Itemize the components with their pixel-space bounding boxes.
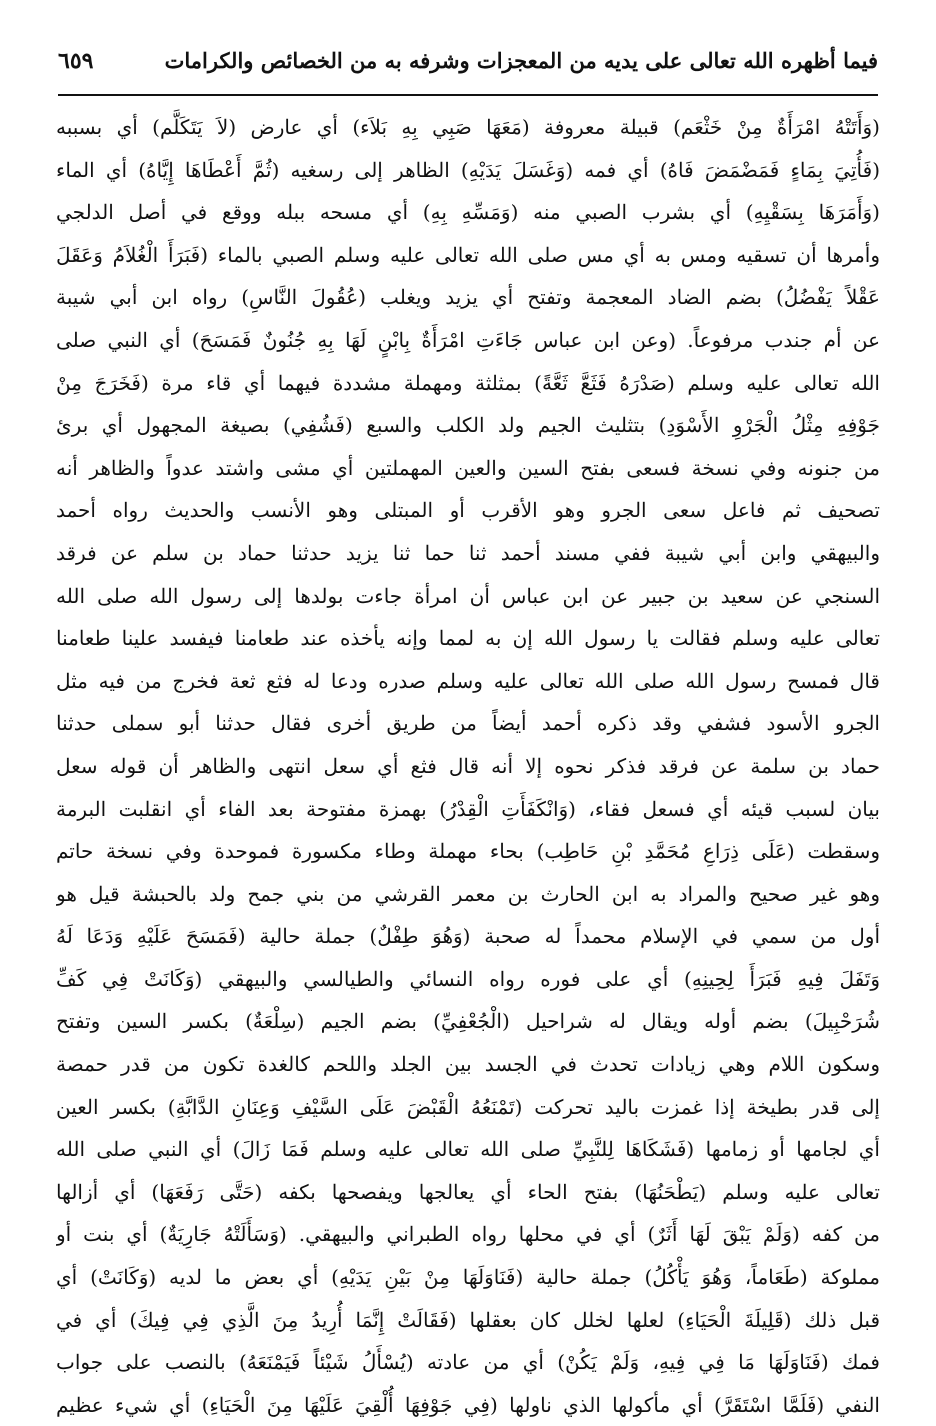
text-line: الله تعالى عليه وسلم (صَدْرَهُ فَثَعَّ ثَعَّةً) بمثلثة ومهملة مشددة فيهما أي قاء مرة (فَخَرَجَ مِنْ bbox=[56, 370, 880, 395]
text-line: وسكون اللام وهي زيادات تحدث في الجسد بين الجلد واللحم كالغدة تكون من قدر حمصة bbox=[56, 1052, 880, 1077]
text-line: قبل ذلك (قَلِيلَةَ الْحَيَاءِ) لعلها لخلل كان بعقلها (فَقَالَتْ إِنَّمَا أُرِيدُ مِنَ الَّذِي فِي فِيكَ) أي في bbox=[56, 1307, 880, 1332]
page-number: ٦٥٩ bbox=[58, 48, 94, 74]
text-line: شُرَحْبِيلَ) بضم أوله ويقال له شراحيل (الْجُعْفِيِّ) بضم الجيم (سِلْعَةٌ) بكسر السين وتفتح bbox=[56, 1009, 880, 1034]
text-line: بيان لسبب قيئه أي فسعل فقاء، (وَانْكَفَأَتِ الْقِدْرُ) بهمزة مفتوحة بعد الفاء أي انقلبت البرمة bbox=[56, 796, 880, 821]
text-line: (وَأَتَتْهُ امْرَأَةٌ مِنْ خَثْعَم) قبيلة معروفة (مَعَهَا صَبِي بِهِ بَلاَء) أي عارض (لاَ يَتَكَلَّم) أي بسببه bbox=[56, 115, 880, 139]
running-title: فيما أظهره الله تعالى على يديه من المعجزات وشرفه به من الخصائص والكرامات bbox=[164, 48, 878, 73]
text-line: من جنونه وفي نسخة فسعى بفتح السين والعين المهملتين أي مشى واشتد عدواً والظاهر أنه bbox=[56, 455, 880, 480]
text-line: تعالى عليه وسلم فقالت يا رسول الله إن به لمما وإنه يأخذه عند طعامنا فيفسد علينا طعامنا bbox=[56, 626, 880, 651]
page-header bbox=[58, 40, 878, 96]
text-line: تعالى عليه وسلم (يَطْحَنُهَا) بفتح الحاء أي يعالجها ويفصحها بكفه (حَتَّى رَفَعَهَا) أي أزالها bbox=[56, 1179, 880, 1204]
text-line: والبيهقي وابن أبي شيبة ففي مسند أحمد ثنا حما ثنا يزيد حدثنا حماد بن سلم عن فرقد bbox=[56, 540, 880, 565]
text-line: عَقْلاً يَفْضُلُ) بضم الضاد المعجمة وتفتح أي يزيد ويغلب (عُقُولَ النَّاسِ) رواه ابن أبي شيبة bbox=[56, 285, 880, 310]
text-line: جَوْفِهِ مِثْلُ الْجَرْوِ الأَسْوَدِ) بتثليث الجيم ولد الكلب والسبع (فَشُفِي) بصيغة المجهول أي برئ bbox=[56, 413, 880, 438]
text-line: أول من سمي في الإسلام محمداً له صحبة (وَهُوَ طِفْلٌ) جملة حالية (فَمَسَحَ عَلَيْهِ وَدَعَا لَهُ bbox=[56, 924, 880, 949]
text-line: الجرو الأسود فشفي وقد ذكره أحمد أيضاً من طريق أخرى فقال حدثنا أبو سملى حدثنا bbox=[56, 711, 880, 736]
text-line: النفي (فَلَمَّا اسْتَقَرَّ) أي مأكولها الذي ناولها (فِي جَوْفِهَا أُلْقِيَ عَلَيْهَا مِنَ الْحَيَاءِ) أي شيء عظيم bbox=[56, 1392, 880, 1417]
text-line: أي لجامها أو زمامها (فَشَكَاهَا لِلنَّبِيِّ صلى الله تعالى عليه وسلم فَمَا زَالَ) أي النبي صلى الله bbox=[56, 1137, 880, 1162]
text-line: وَتَفَلَ فِيهِ فَبَرَأَ لِحِينِهِ) أي على فوره رواه النسائي والطيالسي والبيهقي (وَكَانَتْ فِي كَفِّ bbox=[56, 966, 880, 991]
text-line: السنجي عن سعيد بن جبير عن ابن عباس أن امرأة جاءت بولدها إلى رسول الله صلى الله bbox=[56, 583, 880, 608]
text-line: مملوكة (طَعَاماً، وَهُوَ يَأْكُلُ) جملة حالية (فَنَاوَلَهَا مِنْ بَيْنِ يَدَيْهِ) أي بعض ما لديه (وَكَانَتْ) أي bbox=[56, 1265, 880, 1290]
text-line: قال فمسح رسول الله صلى الله تعالى عليه وسلم صدره ودعا له فثع ثعة فخرج من فيه مثل bbox=[56, 668, 880, 693]
text-line: تصحيف ثم فاعل سعى الجرو وهو الأقرب أو المبتلى وهو الأنسب والحديث رواه أحمد bbox=[56, 498, 880, 523]
text-line: (فَأُتِيَ بِمَاءٍ فَمَضْمَضَ فَاهُ) أي فمه (وَغَسَلَ يَدَيْهِ) الظاهر إلى رسغيه (ثُمَّ أَعْطَاهَا إِيَّاهُ) أي الماء bbox=[56, 157, 880, 182]
text-line: فمك (فَنَاوَلَهَا مَا فِي فِيهِ، وَلَمْ يَكُنْ) أي من عادته (يُسْأَلُ شَيْئاً فَيَمْنَعَهُ) بالنصب على جواب bbox=[56, 1350, 880, 1375]
text-line: حماد بن سلمة عن فرقد فذكر نحوه إلا أنه قال فثع أي سعل انتهى والظاهر أن قوله سعل bbox=[56, 753, 880, 778]
text-line: وسقطت (عَلَى ذِرَاعِ مُحَمَّدِ بْنِ حَاطِب) بحاء مهملة وطاء مكسورة فموحدة وفي نسخة حاتم bbox=[56, 839, 880, 864]
text-line: عن أم جندب مرفوعاً. (وعن ابن عباس جَاءَتِ امْرَأَةٌ بِابْنٍ لَهَا بِهِ جُنُونٌ فَمَسَحَ) أي النبي صلى bbox=[56, 327, 880, 352]
text-body bbox=[56, 106, 880, 1426]
text-line: وأمرها أن تسقيه ومس به أي مس صلى الله تعالى عليه وسلم الصبي بالماء (فَبَرَأَ الْغُلاَمُ وَعَقَلَ bbox=[56, 242, 880, 267]
text-line: من كفه (وَلَمْ يَبْقَ لَهَا أَثَرٌ) أي في محلها رواه الطبراني والبيهقي. (وَسَأَلَتْهُ جَارِيَةٌ) أي بنت أو bbox=[56, 1222, 880, 1247]
text-line: (وَأَمَرَهَا بِسَقْيِهِ) أي بشرب الصبي منه (وَمَسِّهِ بِهِ) أي مسحه ببله ووقع في أصل الدلجي bbox=[56, 200, 880, 225]
text-line: إلى قدر بطيخة إذا غمزت باليد تحركت (تَمْنَعُهُ الْقَبْضَ عَلَى السَّيْفِ وَعِنَانِ الدَّابَّةِ) بكسر العين bbox=[56, 1094, 880, 1119]
text-line: وهو غير صحيح والمراد به ابن الحارث بن معمر القرشي من بني جمح ولد بالحبشة قيل هو bbox=[56, 881, 880, 906]
